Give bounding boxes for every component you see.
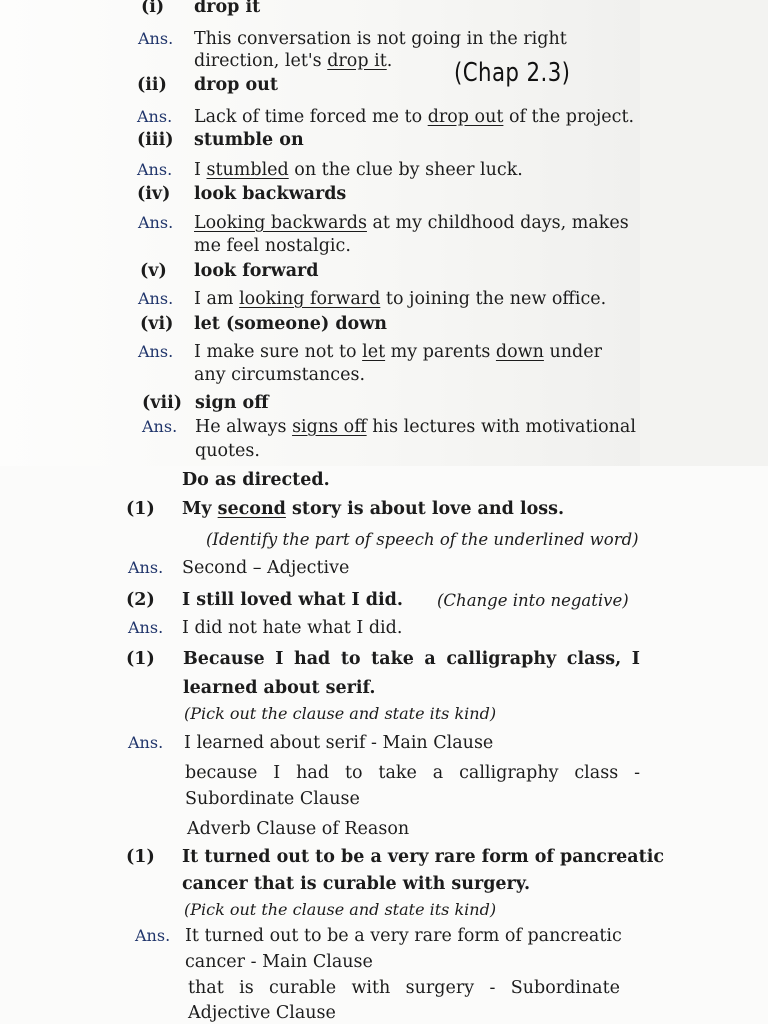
- answer-line: [195, 416, 636, 438]
- answer-segment: This conversation is not going in the right: [194, 29, 567, 49]
- question-instruction: (Identify the part of speech of the underlined word): [206, 530, 639, 549]
- answer-line: [194, 235, 351, 257]
- answer-segment: I make sure not to: [194, 342, 363, 362]
- underlined-phrase: drop it: [327, 51, 387, 71]
- question-text: learned about serif.: [183, 678, 376, 698]
- phrasal-verb: look forward: [194, 261, 319, 281]
- answer-segment: .: [386, 51, 393, 71]
- answer-label: Ans.: [135, 926, 171, 945]
- answer-line: [194, 341, 602, 363]
- answer-segment: my parents: [385, 342, 496, 362]
- answer-label: Ans.: [142, 417, 178, 436]
- phrasal-item-number: (iii): [137, 130, 174, 150]
- answer-line: [194, 106, 634, 128]
- question-instruction: (Change into negative): [437, 591, 629, 610]
- answer-line: [194, 288, 606, 310]
- question-instruction: (Pick out the clause and state its kind): [184, 900, 497, 919]
- underlined-phrase: Looking backwards: [194, 213, 367, 233]
- underlined-phrase: stumbled: [206, 160, 289, 180]
- answer-segment: me feel nostalgic.: [194, 236, 351, 256]
- handwritten-chapter-note: (Chap 2.3): [454, 58, 571, 88]
- answer-segment: quotes.: [195, 441, 260, 461]
- question-text: Because I had to take a calligraphy class, I: [183, 649, 640, 669]
- question-number: (1): [126, 847, 155, 867]
- underlined-phrase: signs off: [292, 417, 367, 437]
- underlined-phrase: looking forward: [239, 289, 381, 309]
- answer-label: Ans.: [137, 160, 173, 179]
- answer-label: Ans.: [138, 213, 174, 232]
- answer-segment: to joining the new office.: [380, 289, 607, 309]
- underlined-phrase: drop out: [427, 107, 504, 127]
- question-text: I still loved what I did.: [182, 590, 403, 610]
- question-instruction: (Pick out the clause and state its kind): [184, 704, 497, 723]
- answer-label: Ans.: [128, 618, 164, 637]
- answer-line: [194, 212, 629, 234]
- question-text: My second story is about love and loss.: [182, 499, 565, 519]
- underlined-phrase: let: [362, 342, 386, 362]
- answer-text: I learned about serif - Main Clause: [184, 733, 494, 753]
- answer-segment: under: [543, 342, 602, 362]
- answer-line: [194, 159, 523, 181]
- answer-label: Ans.: [137, 107, 173, 126]
- answer-segment: He always: [195, 417, 293, 437]
- answer-line: [194, 28, 567, 50]
- answer-text: Adverb Clause of Reason: [187, 819, 410, 839]
- phrasal-verb: stumble on: [194, 130, 304, 150]
- underlined-phrase: down: [495, 342, 544, 362]
- answer-segment: at my childhood days, makes: [366, 213, 629, 233]
- answer-segment: I: [194, 160, 207, 180]
- answer-segment: any circumstances.: [194, 365, 366, 385]
- question-number: (2): [126, 590, 155, 610]
- answer-label: Ans.: [138, 289, 174, 308]
- answer-line: [195, 440, 260, 462]
- question-number: (1): [126, 499, 155, 519]
- answer-text: that is curable with surgery - Subordinate: [188, 978, 620, 998]
- answer-label: Ans.: [128, 558, 164, 577]
- answer-segment: direction, let's: [194, 51, 328, 71]
- phrasal-item-number: (iv): [137, 184, 171, 204]
- answer-line: [194, 364, 365, 386]
- answer-text: because I had to take a calligraphy class -: [185, 763, 640, 783]
- question-text: It turned out to be a very rare form of pancreatic: [182, 847, 665, 867]
- phrasal-item-number: (vii): [142, 393, 183, 413]
- phrasal-verb: let (someone) down: [194, 314, 388, 334]
- answer-segment: Lack of time forced me to: [194, 107, 428, 127]
- phrasal-item-number: (vi): [140, 314, 174, 334]
- phrasal-item-number: (i): [141, 0, 165, 17]
- answer-text: It turned out to be a very rare form of pancreatic: [185, 926, 622, 946]
- section-heading: Do as directed.: [182, 470, 330, 490]
- answer-line: [194, 50, 392, 72]
- answer-segment: his lectures with motivational: [366, 417, 636, 437]
- answer-segment: I am: [194, 289, 240, 309]
- phrasal-verb: sign off: [195, 393, 269, 413]
- phrasal-item-number: (v): [140, 261, 167, 281]
- answer-text: cancer - Main Clause: [185, 952, 373, 972]
- answer-text: I did not hate what I did.: [182, 618, 403, 638]
- answer-label: Ans.: [128, 733, 164, 752]
- phrasal-verb: look backwards: [194, 184, 347, 204]
- question-number: (1): [126, 649, 155, 669]
- answer-text: Subordinate Clause: [185, 789, 360, 809]
- phrasal-verb: drop it: [194, 0, 261, 17]
- answer-segment: of the project.: [503, 107, 635, 127]
- answer-text: Second – Adjective: [182, 558, 350, 578]
- answer-segment: on the clue by sheer luck.: [288, 160, 523, 180]
- answer-label: Ans.: [138, 342, 174, 361]
- question-text: cancer that is curable with surgery.: [182, 874, 531, 894]
- answer-label: Ans.: [138, 29, 174, 48]
- answer-text: Adjective Clause: [188, 1003, 336, 1023]
- phrasal-item-number: (ii): [137, 75, 167, 95]
- page-edge-shading: [640, 0, 768, 466]
- phrasal-verb: drop out: [194, 75, 278, 95]
